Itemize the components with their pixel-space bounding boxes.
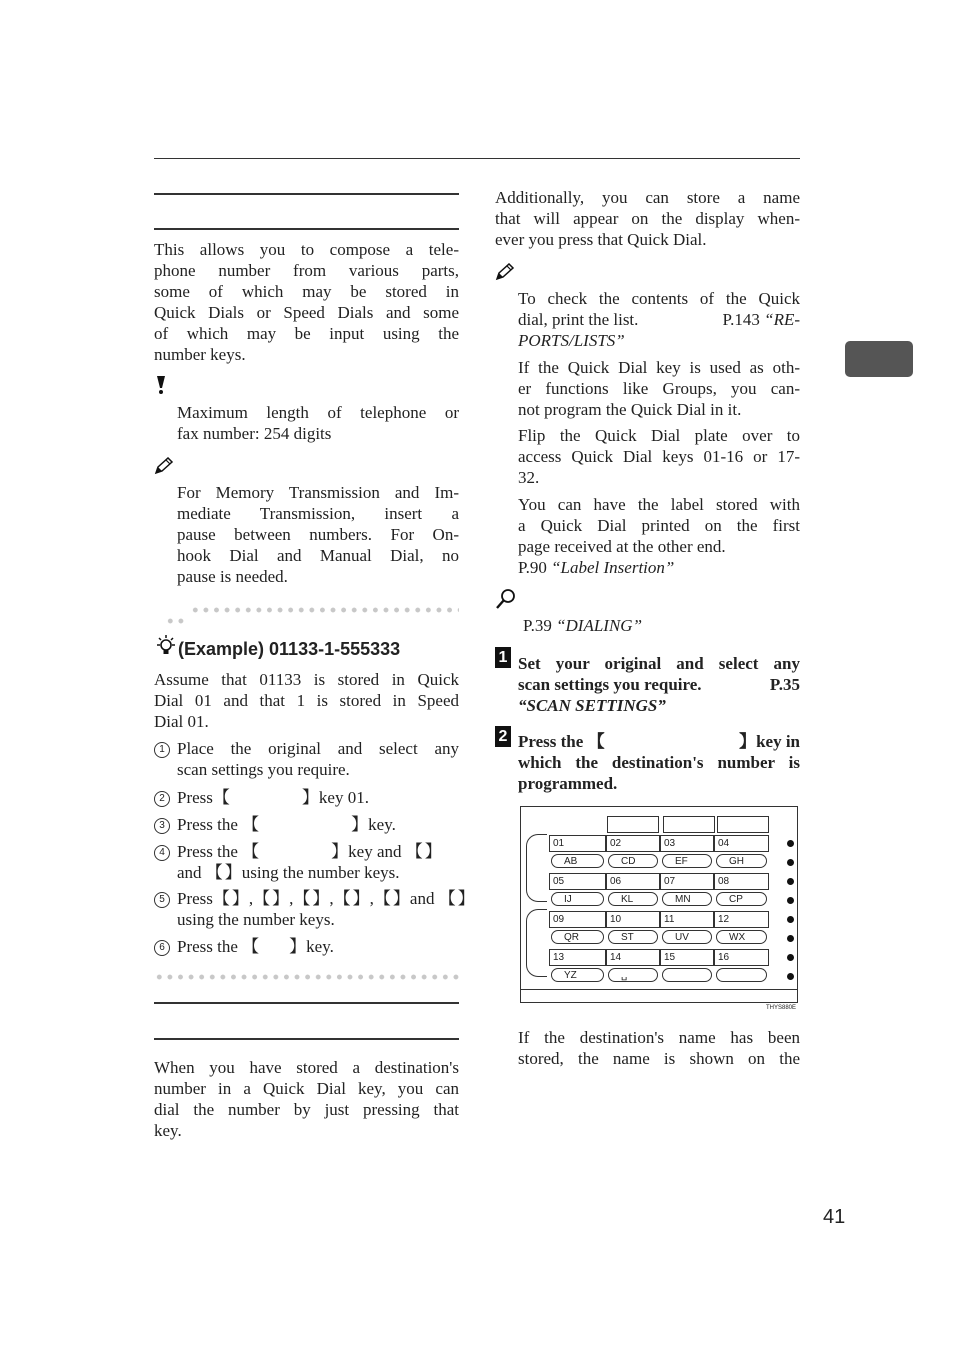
key-bracket: 】 xyxy=(457,889,475,908)
key-bracket: 【 xyxy=(242,937,260,956)
quick-dial-intro: When you have stored a destination's number in a Quick Dial key, you can dial the number by just pressing that key. xyxy=(154,1058,459,1140)
indicator-dot xyxy=(787,859,794,866)
quick-dial-keypad-figure xyxy=(520,806,798,1003)
quick-dial-number-cell: 08 xyxy=(714,873,769,890)
step-1-instruction: Set your original and select any scan settings you require. P.35 “SCAN SETTINGS” xyxy=(518,654,800,715)
dotted-divider xyxy=(190,606,459,614)
quick-dial-key[interactable]: KL xyxy=(608,892,658,906)
key-bracket: 【 xyxy=(242,815,260,834)
step-2-text: Press【 】key 01. xyxy=(177,788,369,807)
quick-dial-number-cell: 16 xyxy=(714,949,769,966)
key-bracket: 】 xyxy=(352,889,370,908)
section-rule-bottom xyxy=(154,228,459,230)
quick-dial-key[interactable]: WX xyxy=(716,930,767,944)
header-rule xyxy=(154,158,800,159)
quick-dial-number-cell: 02 xyxy=(606,835,660,852)
bottom-strip xyxy=(521,989,797,990)
key-bracket: 】 xyxy=(351,815,369,834)
key-bracket: 【 xyxy=(253,889,271,908)
quick-dial-number-cell: 05 xyxy=(549,873,606,890)
note-4: You can have the label stored with a Quick Dial printed on the first page received at the other end. P.90 “Label Insertion” xyxy=(518,495,800,577)
indicator-dot xyxy=(787,840,794,847)
quick-dial-number-cell: 10 xyxy=(606,911,660,928)
quick-dial-number-cell: 06 xyxy=(606,873,660,890)
dotted-divider-corner xyxy=(165,617,187,625)
step-number-3: 3 xyxy=(154,818,170,834)
quick-dial-number-cell: 07 xyxy=(660,873,714,890)
indicator-dot xyxy=(787,973,794,980)
plate-bracket xyxy=(526,834,547,902)
quick-dial-number-cell: 12 xyxy=(714,911,769,928)
indicator-dot xyxy=(787,897,794,904)
section2-rule-top xyxy=(154,1002,459,1004)
key-bracket: 】 xyxy=(224,863,242,882)
indicator-dot xyxy=(787,916,794,923)
quick-dial-number-cell: 14 xyxy=(606,949,660,966)
indicator-dot xyxy=(787,878,794,885)
quick-dial-key[interactable]: ST xyxy=(608,930,658,944)
step-number-2: 2 xyxy=(154,791,170,807)
key-bracket: 】 xyxy=(739,732,757,751)
key-bracket: 】 xyxy=(392,889,410,908)
key-bracket: 【 xyxy=(373,889,391,908)
step-number-4: 4 xyxy=(154,845,170,861)
quick-dial-number-cell: 01 xyxy=(549,835,606,852)
step-1-text: Place the original and select any scan settings you require. xyxy=(177,739,459,779)
quick-dial-key[interactable]: YZ xyxy=(551,968,604,982)
quick-dial-number-cell: 09 xyxy=(549,911,606,928)
top-button xyxy=(717,816,769,833)
step-badge-1: 1 xyxy=(495,647,511,668)
quick-dial-key[interactable]: ␣ xyxy=(608,968,658,982)
section-rule-top xyxy=(154,193,459,195)
key-bracket: 】 xyxy=(312,889,330,908)
key-bracket: 】 xyxy=(289,937,307,956)
page-number: 41 xyxy=(823,1206,846,1228)
quick-dial-key[interactable] xyxy=(662,968,712,982)
indicator-dot xyxy=(787,935,794,942)
limitation-icon xyxy=(154,375,168,395)
dotted-divider-bottom xyxy=(154,973,459,981)
quick-dial-key[interactable]: QR xyxy=(551,930,604,944)
quick-dial-number-cell: 13 xyxy=(549,949,606,966)
key-bracket: 【 xyxy=(438,889,456,908)
key-bracket: 】 xyxy=(231,889,249,908)
reference-text: P.39 “DIALING” xyxy=(523,616,643,635)
note-2: If the Quick Dial key is used as oth- er functions like Groups, you can- not program the Quick Dial in it. xyxy=(518,358,800,419)
quick-dial-key[interactable]: CP xyxy=(716,892,767,906)
intro-paragraph: This allows you to compose a tele- phone number from various parts, some of which may be stored in Quick Dials or Speed Dials and some of which may be input using the number keys. xyxy=(154,240,459,364)
limitation-text: Maximum length of telephone or fax number: 254 digits xyxy=(177,403,459,443)
key-bracket: 【 xyxy=(293,889,311,908)
step-6-text: Press the 【 】key. xyxy=(177,937,334,956)
note-pencil-icon xyxy=(495,263,515,281)
after-figure-text: If the destination's name has been stored, the name is shown on the xyxy=(518,1028,800,1068)
top-button xyxy=(607,816,659,833)
step-3-text: Press the 【 】key. xyxy=(177,815,396,834)
key-bracket: 【 xyxy=(587,732,605,751)
additional-paragraph: Additionally, you can store a name that will appear on the display when- ever you press that Quick Dial. xyxy=(495,188,800,249)
key-bracket: 【 xyxy=(242,842,260,861)
quick-dial-key[interactable]: MN xyxy=(662,892,712,906)
top-button xyxy=(663,816,715,833)
quick-dial-key[interactable] xyxy=(716,968,767,982)
key-bracket: 】 xyxy=(301,788,319,807)
quick-dial-number-cell: 03 xyxy=(660,835,714,852)
quick-dial-key[interactable]: GH xyxy=(716,854,767,868)
note-1: To check the contents of the Quick dial, print the list. P.143 “RE- PORTS/LISTS” xyxy=(518,289,800,350)
section2-rule-bottom xyxy=(154,1038,459,1040)
quick-dial-number-cell: 04 xyxy=(714,835,769,852)
step-2-instruction: Press the 【 】key in which the destination's number is programmed. xyxy=(518,732,800,793)
figure-id: THYS880E xyxy=(766,1005,797,1011)
note-3: Flip the Quick Dial plate over to access Quick Dial keys 01-16 or 17- 32. xyxy=(518,426,800,487)
note-pencil-icon xyxy=(154,457,174,475)
plate-bracket xyxy=(526,909,547,977)
quick-dial-key[interactable]: CD xyxy=(608,854,658,868)
key-bracket: 【 xyxy=(212,889,230,908)
quick-dial-key[interactable]: EF xyxy=(662,854,712,868)
note-text: For Memory Transmission and Im- mediate Transmission, insert a pause between numbers. For On- hook Dial and Manual Dial, no pause is needed. xyxy=(177,483,459,586)
key-bracket: 【 xyxy=(212,788,230,807)
step-badge-2: 2 xyxy=(495,726,511,747)
key-bracket: 】 xyxy=(272,889,290,908)
quick-dial-key[interactable]: UV xyxy=(662,930,712,944)
example-intro: Assume that 01133 is stored in Quick Dial 01 and that 1 is stored in Speed Dial 01. xyxy=(154,670,459,731)
step-number-1: 1 xyxy=(154,742,170,758)
quick-dial-number-cell: 11 xyxy=(660,911,714,928)
quick-dial-key[interactable]: AB xyxy=(551,854,604,868)
tip-bulb-icon xyxy=(154,634,178,658)
key-bracket: 【 xyxy=(205,863,223,882)
key-bracket: 】 xyxy=(331,842,349,861)
key-bracket: 【 xyxy=(333,889,351,908)
chapter-tab xyxy=(845,341,913,377)
step-5-text: Press【 】,【 】,【 】,【 】,【 】and 【 】 using the number keys. xyxy=(177,889,475,929)
key-bracket: 【 xyxy=(405,842,423,861)
quick-dial-number-cell: 15 xyxy=(660,949,714,966)
example-title: (Example) 01133-1-555333 xyxy=(178,639,401,659)
key-bracket: 】 xyxy=(424,842,442,861)
step-4-text: Press the 【 】key and 【 】 and 【 】using the number keys. xyxy=(177,842,442,882)
quick-dial-key[interactable]: IJ xyxy=(551,892,604,906)
reference-magnifier-icon xyxy=(495,588,517,610)
step-number-5: 5 xyxy=(154,892,170,908)
step-number-6: 6 xyxy=(154,940,170,956)
indicator-dot xyxy=(787,954,794,961)
